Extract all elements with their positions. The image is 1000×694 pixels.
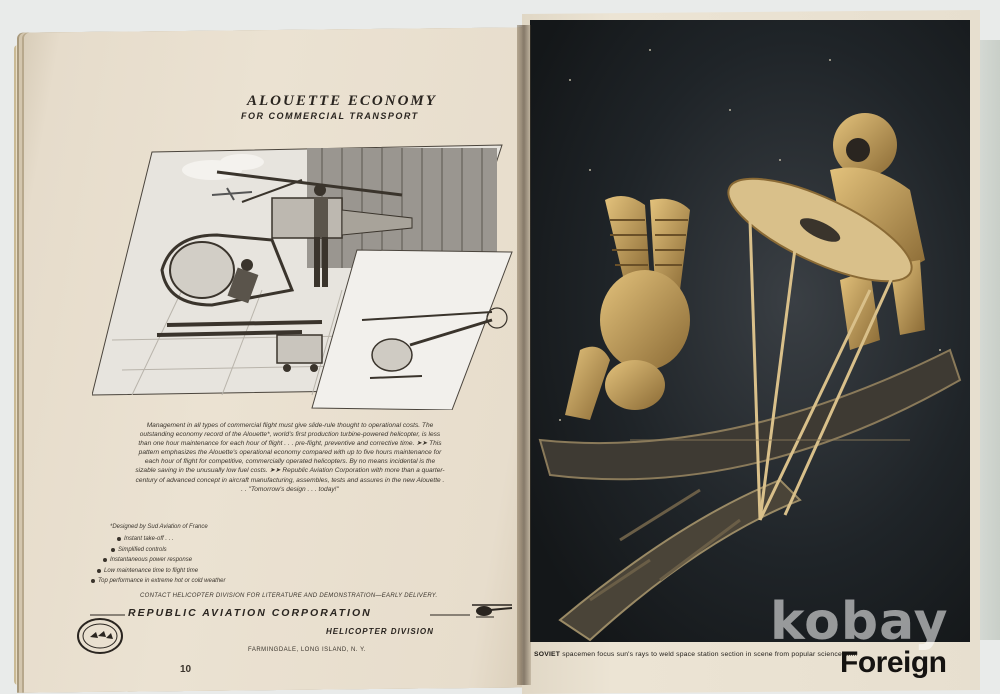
feature-item: Top performance in extreme hot or cold weather (98, 576, 226, 587)
section-heading: Foreign (840, 646, 947, 679)
designed-by-note: *Designed by Sud Aviation of France (110, 524, 208, 530)
ad-title: ALOUETTE ECONOMY (247, 93, 437, 109)
caption-text: spacemen focus sun's rays to weld space station section in scene from popular science film. (560, 651, 858, 658)
space-film-photo (530, 20, 970, 642)
page-spine-shadow (517, 25, 531, 685)
division-name: HELICOPTER DIVISION (326, 627, 434, 636)
contact-line: CONTACT HELICOPTER DIVISION FOR LITERATURE AND DEMONSTRATION—EARLY DELIVERY. (140, 593, 438, 599)
ad-subtitle: FOR COMMERCIAL TRANSPORT (241, 111, 419, 121)
feature-item: Instantaneous power response (110, 555, 226, 566)
feature-list (96, 534, 226, 587)
page-number: 10 (180, 664, 192, 675)
republic-logo (76, 617, 124, 655)
ad-body-copy: Management in all types of commercial flight must give slide-rule thought to operational costs. The outstanding economy record of the Alouette*, world's first production turbine-powered helicopter, is less than one hour maintenance for each hour of flight . . . pre-flight, preventive and corrective time. ➤➤ This pattern emphasizes the Alouette's operational economy compared with up to five hours maintenance for each hour of flight for competitive, commercially operated helicopters. By no means incidental is the sizable saving in the unusually low fuel costs. ➤➤ Republic Aviation Corporation with more than a quarter-century of advanced concept in aircraft manufacturing, assembles, tests and assures in the new Alouette . . . "Tomorrow's design . . . today!" (135, 422, 445, 493)
photo-caption (534, 651, 858, 658)
caption-lead: SOVIET (534, 651, 561, 658)
company-location: FARMINGDALE, LONG ISLAND, N. Y. (248, 647, 366, 653)
helicopter-illustration (92, 140, 522, 410)
feature-item: Low maintenance time to flight time (104, 566, 226, 577)
company-name: REPUBLIC AVIATION CORPORATION (128, 607, 372, 619)
feature-item: Instant take-off . . . (124, 534, 226, 545)
watermark: kobay (770, 592, 949, 652)
helicopter-icon (468, 602, 516, 618)
feature-item: Simplified controls (118, 545, 226, 556)
